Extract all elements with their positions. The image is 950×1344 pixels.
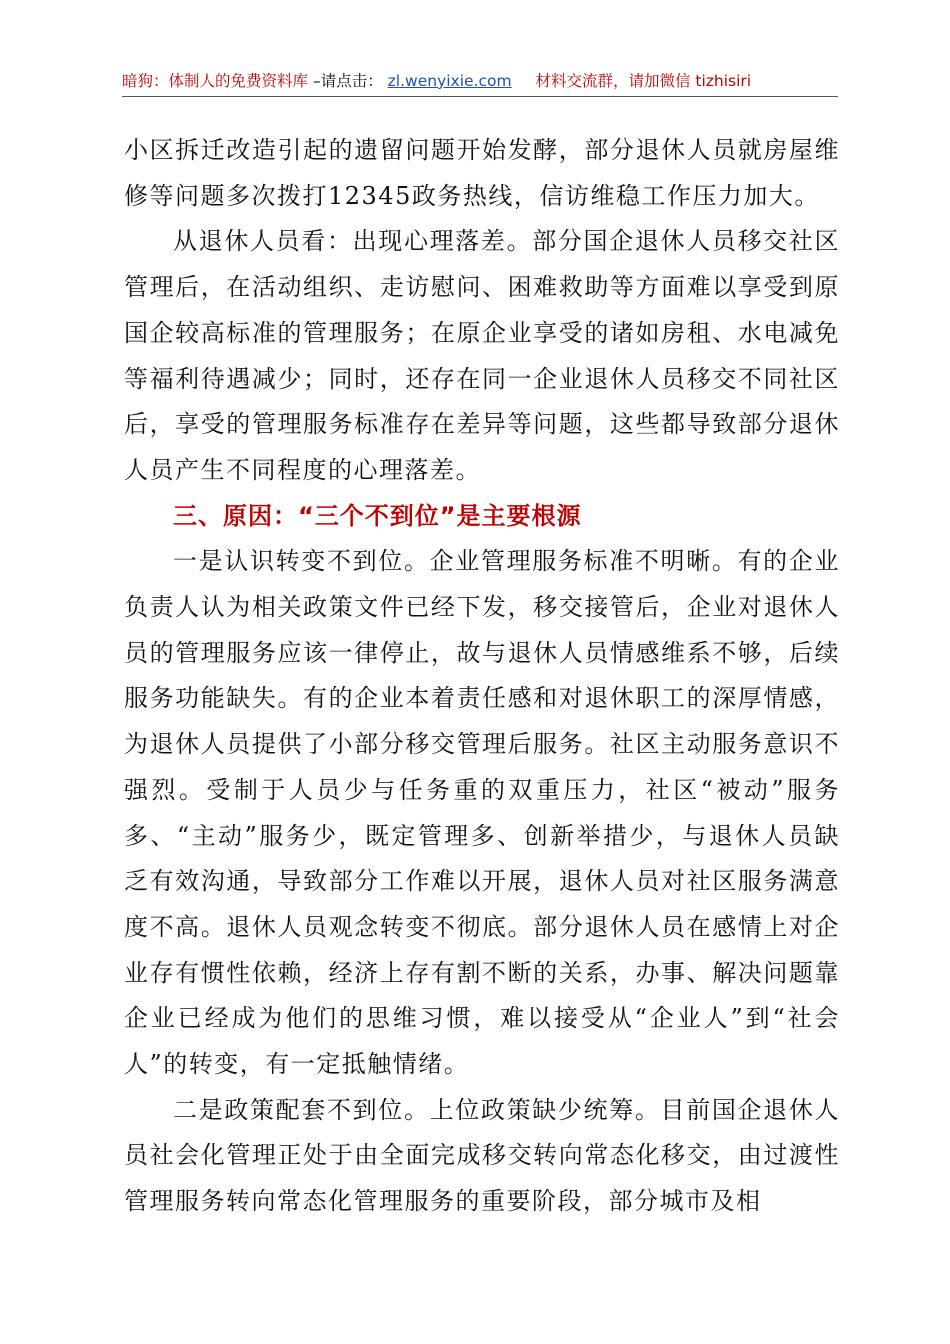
header-click-prompt: –请点击：: [312, 72, 383, 90]
header-url-link[interactable]: zl.wenyixie.com: [387, 72, 512, 90]
document-body: [124, 128, 840, 1225]
header-site-name: 暗狗：体制人的免费资料库: [122, 72, 309, 90]
paragraph-retirees: 从退休人员看：出现心理落差。部分国企退休人员移交社区管理后，在活动组织、走访慰问、困难救助等方面难以享受到原国企较高标准的管理服务；在原企业享受的诸如房租、水电减免等福利待遇减少；同时，还存在同一企业退休人员移交不同社区后，享受的管理服务标准存在差异等问题，这些都导致部分退休人员产生不同程度的心理落差。: [124, 227, 840, 484]
paragraph-cause-two: 二是政策配套不到位。上位政策缺少统筹。目前国企退休人员社会化管理正处于由全面完成移交转向常态化移交，由过渡性管理服务转向常态化管理服务的重要阶段，部分城市及相: [124, 1095, 840, 1216]
header-contact: 材料交流群，请加微信 tizhisiri: [535, 72, 752, 90]
header-divider: [122, 96, 838, 97]
page-header: [122, 64, 838, 98]
paragraph-cause-one: 一是认识转变不到位。企业管理服务标准不明晰。有的企业负责人认为相关政策文件已经下发，移交接管后，企业对退休人员的管理服务应该一律停止，故与退休人员情感维系不够，后续服务功能缺失。有的企业本着责任感和对退休职工的深厚情感，为退休人员提供了小部分移交管理后服务。社区主动服务意识不强烈。受制于人员少与任务重的双重压力，社区“被动”服务多、“主动”服务少，既定管理多、创新举措少，与退休人员缺乏有效沟通，导致部分工作难以开展，退休人员对社区服务满意度不高。退休人员观念转变不彻底。部分退休人员在感情上对企业存有惯性依赖，经济上存有割不断的关系，办事、解决问题靠企业已经成为他们的思维习惯，难以接受从“企业人”到“社会人”的转变，有一定抵触情绪。: [124, 547, 840, 1079]
paragraph-continued: 小区拆迁改造引起的遗留问题开始发酵，部分退休人员就房屋维修等问题多次拨打12345政务热线，信访维稳工作压力加大。: [124, 136, 840, 210]
section-heading-causes: 三、原因：“三个不到位”是主要根源: [173, 501, 582, 530]
